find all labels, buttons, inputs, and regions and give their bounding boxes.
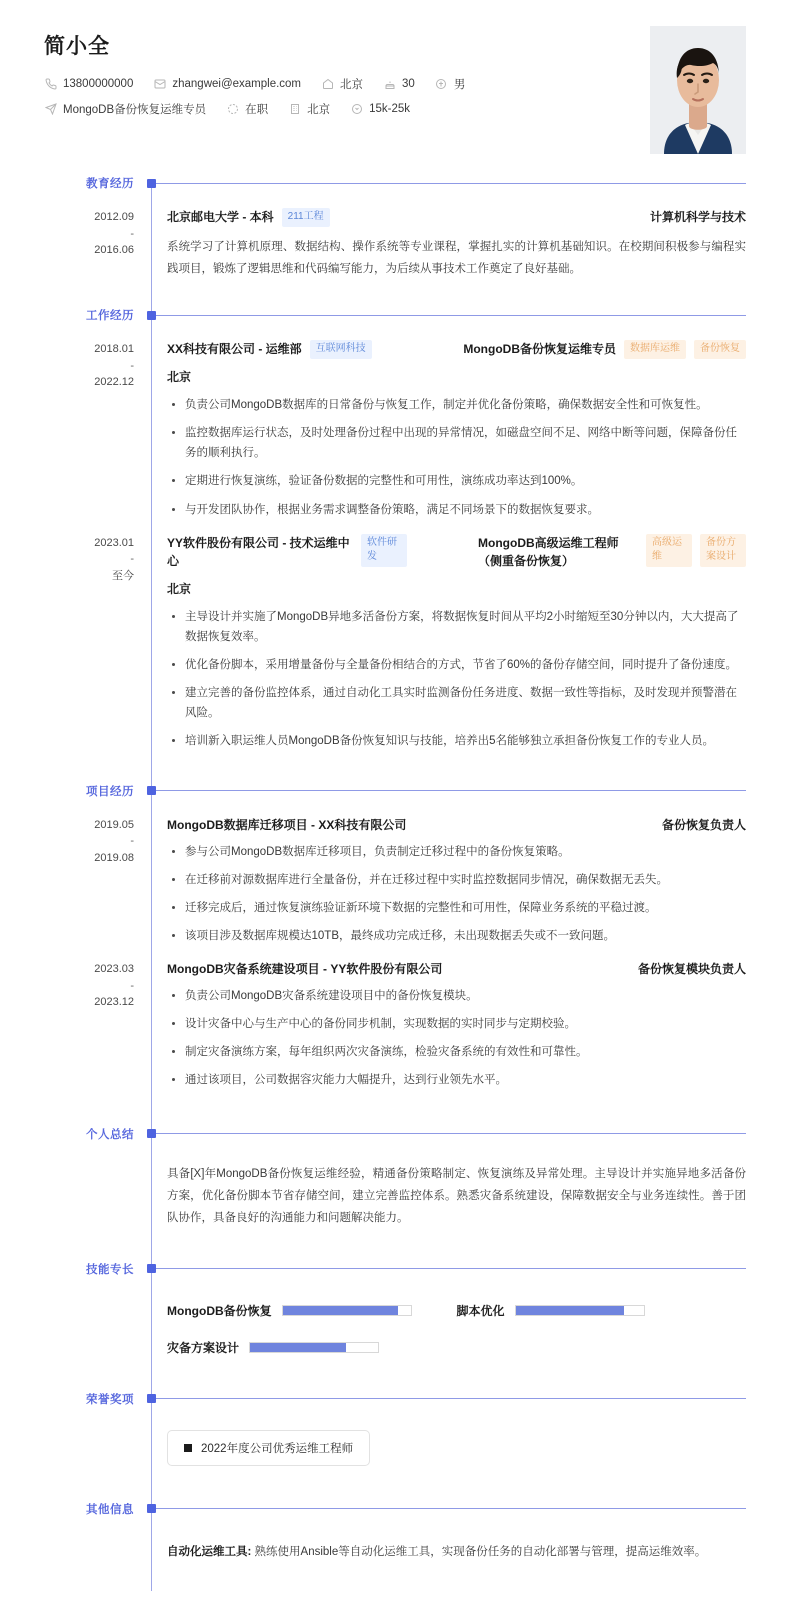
job-salary bbox=[350, 103, 410, 116]
contact-row-1 bbox=[44, 76, 485, 92]
project-heading bbox=[167, 816, 746, 833]
skill-progress-bar bbox=[249, 1342, 379, 1353]
skill-progress-bar bbox=[515, 1305, 645, 1316]
list-item: 监控数据库运行状态，及时处理备份过程中出现的异常情况，如磁盘空间不足、网络中断等问题，保障备份任务的顺利执行。 bbox=[167, 423, 746, 463]
contact-email-value: zhangwei@example.com bbox=[172, 78, 302, 90]
salary-icon bbox=[350, 103, 363, 116]
work-company-tag: 软件研发 bbox=[361, 534, 407, 567]
section-summary bbox=[0, 1123, 794, 1236]
section-education bbox=[0, 172, 794, 290]
list-item: 制定灾备演练方案，每年组织两次灾备演练，检验灾备系统的有效性和可靠性。 bbox=[167, 1042, 746, 1062]
section-header-education bbox=[0, 172, 794, 194]
work-role-tag: 高级运维 bbox=[646, 534, 692, 567]
contact-gender bbox=[435, 76, 466, 92]
resume-header bbox=[0, 0, 794, 172]
list-item: 设计灾备中心与生产中心的备份同步机制，实现数据的实时同步与定期校验。 bbox=[167, 1014, 746, 1034]
job-salary-value: 15k-25k bbox=[369, 103, 411, 115]
section-divider bbox=[156, 183, 746, 184]
section-body-skills bbox=[0, 1280, 794, 1362]
gender-icon bbox=[435, 78, 448, 91]
paper-plane-icon bbox=[44, 103, 57, 116]
list-item: 负责公司MongoDB灾备系统建设项目中的备份恢复模块。 bbox=[167, 986, 746, 1006]
contact-gender-value: 男 bbox=[453, 79, 466, 91]
job-city-value: 北京 bbox=[307, 104, 331, 116]
project-name: MongoDB灾备系统建设项目 - YY软件股份有限公司 bbox=[167, 962, 443, 977]
project-bullets bbox=[167, 986, 746, 1091]
contact-phone bbox=[44, 78, 133, 91]
list-item: 培训新入职运维人员MongoDB备份恢复知识与技能，培养出5名能够独立承担备份恢复工作的专业人员。 bbox=[167, 731, 746, 751]
section-label-skills: 技能专长 bbox=[86, 1263, 134, 1276]
section-header-summary bbox=[0, 1123, 794, 1145]
project-date: 2023.03 - 2023.12 bbox=[94, 963, 134, 1009]
section-label-project: 项目经历 bbox=[86, 785, 134, 798]
list-item: 优化备份脚本，采用增量备份与全量备份相结合的方式，节省了60%的备份存储空间，同时提升了备份速度。 bbox=[167, 655, 746, 675]
skill-item bbox=[167, 1339, 457, 1356]
job-target-value: MongoDB备份恢复运维专员 bbox=[63, 104, 207, 116]
project-role: 备份恢复负责人 bbox=[661, 817, 746, 832]
contact-phone-value: 13800000000 bbox=[63, 78, 134, 90]
skills-grid bbox=[167, 1302, 746, 1356]
education-school: 北京邮电大学 - 本科 bbox=[167, 210, 274, 224]
section-divider bbox=[156, 1508, 746, 1509]
section-body-other bbox=[0, 1520, 794, 1569]
timeline-marker-icon bbox=[147, 1264, 156, 1273]
other-item-title: 自动化运维工具: bbox=[167, 1545, 252, 1558]
skill-item bbox=[457, 1302, 747, 1319]
job-status bbox=[226, 101, 268, 117]
page-title: 简小全 bbox=[44, 35, 110, 58]
section-header-honors bbox=[0, 1388, 794, 1410]
section-body-honors bbox=[0, 1410, 794, 1472]
section-body-education bbox=[0, 194, 794, 290]
section-divider bbox=[156, 315, 746, 316]
work-company-block bbox=[167, 340, 372, 359]
section-body-project bbox=[0, 802, 794, 1105]
timeline-marker-icon bbox=[147, 179, 156, 188]
list-item: 建立完善的备份监控体系，通过自动化工具实时监测备份任务进度、数据一致性等指标，及时发现并预警潜在风险。 bbox=[167, 683, 746, 723]
section-label-summary: 个人总结 bbox=[86, 1128, 134, 1141]
work-heading bbox=[167, 534, 746, 571]
list-item: 定期进行恢复演练，验证备份数据的完整性和可用性，演练成功率达到100%。 bbox=[167, 471, 746, 491]
list-item: 主导设计并实施了MongoDB异地多活备份方案，将数据恢复时间从平均2小时缩短至30分钟以内，大大提高了数据恢复效率。 bbox=[167, 607, 746, 647]
contact-location bbox=[321, 76, 363, 92]
section-other bbox=[0, 1498, 794, 1569]
work-date: 2023.01 - 至今 bbox=[94, 536, 134, 582]
list-item: 在迁移前对源数据库进行全量备份，并在迁移过程中实时监控数据同步情况，确保数据无丢失。 bbox=[167, 870, 746, 890]
education-entry bbox=[94, 208, 746, 280]
work-entry bbox=[94, 340, 746, 519]
contact-email bbox=[153, 78, 301, 91]
skill-progress-fill bbox=[283, 1306, 398, 1315]
project-name: MongoDB数据库迁移项目 - XX科技有限公司 bbox=[167, 817, 407, 832]
resume-body bbox=[0, 172, 794, 1599]
work-city: 北京 bbox=[167, 370, 192, 385]
work-entry bbox=[94, 534, 746, 752]
section-divider bbox=[156, 1133, 746, 1134]
other-item-text: 熟练使用Ansible等自动化运维工具，实现备份任务的自动化部署与管理，提高运维效率。 bbox=[251, 1545, 707, 1558]
list-item: 与开发团队协作，根据业务需求调整备份策略，满足不同场景下的数据恢复要求。 bbox=[167, 500, 746, 520]
work-company-block bbox=[167, 534, 407, 571]
section-divider bbox=[156, 790, 746, 791]
project-role: 备份恢复模块负责人 bbox=[637, 962, 746, 977]
education-tag: 211工程 bbox=[282, 208, 330, 227]
education-description: 系统学习了计算机原理、数据结构、操作系统等专业课程，掌握扎实的计算机基础知识。在校期间积极参与编程实践项目，锻炼了逻辑思维和代码编写能力，为后续从事技术工作奠定了良好基础。 bbox=[167, 240, 746, 276]
section-skills bbox=[0, 1258, 794, 1362]
work-role-block bbox=[478, 534, 746, 571]
timeline-marker-icon bbox=[147, 1394, 156, 1403]
work-role: MongoDB高级运维工程师（侧重备份恢复） bbox=[478, 535, 619, 569]
section-divider bbox=[156, 1398, 746, 1399]
building-icon bbox=[288, 103, 301, 116]
job-city bbox=[288, 101, 330, 117]
section-honors bbox=[0, 1388, 794, 1472]
skill-progress-fill bbox=[250, 1343, 346, 1352]
header-info bbox=[44, 26, 485, 126]
section-header-skills bbox=[0, 1258, 794, 1280]
award-icon bbox=[184, 1444, 192, 1452]
summary-text: 具备[X]年MongoDB备份恢复运维经验，精通备份策略制定、恢复演练及异常处理。主导设计并实施异地多活备份方案，优化备份脚本节省存储空间，建立完善监控体系。熟悉灾备系统建设，保障数据安全与业务连续性。善于团队协作，具备良好的沟通能力和问题解决能力。 bbox=[167, 1167, 746, 1225]
honor-label: 2022年度公司优秀运维工程师 bbox=[201, 1442, 354, 1455]
timeline-marker-icon bbox=[147, 1504, 156, 1513]
education-school-block bbox=[167, 208, 330, 227]
work-company: XX科技有限公司 - 运维部 bbox=[167, 342, 302, 357]
education-major: 计算机科学与技术 bbox=[649, 210, 746, 224]
work-bullets bbox=[167, 607, 746, 752]
section-divider bbox=[156, 1268, 746, 1269]
skill-progress-fill bbox=[516, 1306, 625, 1315]
profile-photo-illustration bbox=[650, 26, 746, 154]
skill-label: 灾备方案设计 bbox=[167, 1340, 240, 1355]
list-item: 通过该项目，公司数据容灾能力大幅提升，达到行业领先水平。 bbox=[167, 1070, 746, 1090]
skill-label: MongoDB备份恢复 bbox=[167, 1303, 272, 1318]
section-label-work: 工作经历 bbox=[86, 310, 134, 323]
work-bullets bbox=[167, 395, 746, 520]
work-role-tag: 数据库运维 bbox=[624, 340, 686, 359]
skill-item bbox=[167, 1302, 457, 1319]
mail-icon bbox=[153, 78, 166, 91]
job-status-value: 在职 bbox=[245, 104, 269, 116]
home-icon bbox=[321, 78, 334, 91]
education-date: 2012.09 - 2016.06 bbox=[94, 211, 134, 256]
other-item bbox=[167, 1542, 746, 1563]
list-item: 参与公司MongoDB数据库迁移项目，负责制定迁移过程中的备份恢复策略。 bbox=[167, 842, 746, 862]
project-heading bbox=[167, 960, 746, 977]
work-heading bbox=[167, 340, 746, 359]
list-item: 负责公司MongoDB数据库的日常备份与恢复工作，制定并优化备份策略，确保数据安全性和可恢复性。 bbox=[167, 395, 746, 415]
section-label-other: 其他信息 bbox=[86, 1503, 134, 1516]
contact-age bbox=[383, 78, 415, 91]
section-work bbox=[0, 304, 794, 765]
section-project bbox=[0, 780, 794, 1105]
work-role: MongoDB备份恢复运维专员 bbox=[463, 342, 616, 357]
list-item: 迁移完成后，通过恢复演练验证新环境下数据的完整性和可用性，保障业务系统的平稳过渡。 bbox=[167, 898, 746, 918]
timeline-marker-icon bbox=[147, 1129, 156, 1138]
section-body-summary bbox=[0, 1145, 794, 1236]
project-entry bbox=[94, 960, 746, 1091]
honor-item bbox=[167, 1430, 370, 1466]
skill-progress-bar bbox=[282, 1305, 412, 1316]
section-header-work bbox=[0, 304, 794, 326]
education-major-block bbox=[650, 208, 746, 227]
work-city: 北京 bbox=[167, 581, 192, 596]
avatar bbox=[650, 26, 746, 154]
work-company: YY软件股份有限公司 - 技术运维中心 bbox=[167, 535, 350, 569]
work-role-block bbox=[463, 340, 746, 359]
work-role-tag: 备份方案设计 bbox=[700, 534, 746, 567]
timeline-marker-icon bbox=[147, 311, 156, 320]
contact-row-2 bbox=[44, 101, 485, 117]
section-header-project bbox=[0, 780, 794, 802]
cake-icon bbox=[383, 78, 396, 91]
section-header-other bbox=[0, 1498, 794, 1520]
list-item: 该项目涉及数据库规模达10TB，最终成功完成迁移，未出现数据丢失或不一致问题。 bbox=[167, 926, 746, 946]
job-target bbox=[44, 101, 206, 117]
section-body-work bbox=[0, 326, 794, 765]
project-date: 2019.05 - 2019.08 bbox=[94, 818, 134, 864]
contact-age-value: 30 bbox=[402, 78, 415, 90]
work-date: 2018.01 - 2022.12 bbox=[94, 343, 134, 389]
status-icon bbox=[226, 103, 239, 116]
phone-icon bbox=[44, 78, 57, 91]
project-entry bbox=[94, 816, 746, 947]
work-company-tag: 互联网科技 bbox=[310, 340, 372, 359]
education-heading bbox=[167, 208, 746, 227]
project-bullets bbox=[167, 842, 746, 947]
timeline-marker-icon bbox=[147, 786, 156, 795]
skill-label: 脚本优化 bbox=[456, 1303, 505, 1318]
contact-location-value: 北京 bbox=[340, 79, 364, 91]
section-label-education: 教育经历 bbox=[86, 178, 134, 190]
work-role-tag: 备份恢复 bbox=[694, 340, 746, 359]
section-label-honors: 荣誉奖项 bbox=[86, 1393, 134, 1406]
